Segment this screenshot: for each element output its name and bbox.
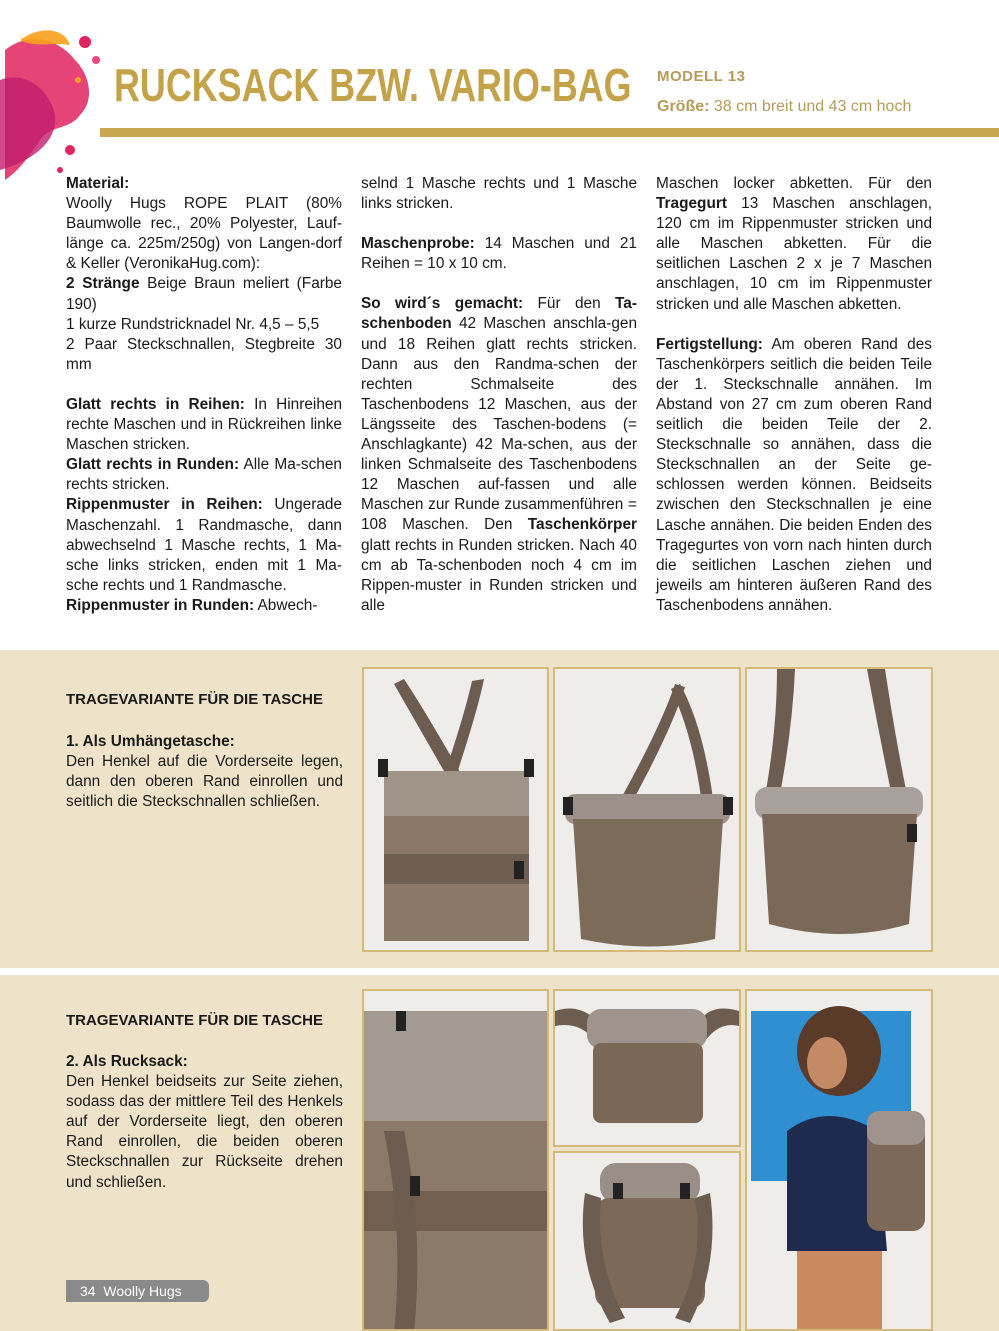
straenge-label: 2 Stränge	[66, 275, 140, 293]
page-title: RUCKSACK BZW. VARIO-BAG	[114, 59, 632, 111]
glatt-reihen-label: Glatt rechts in Reihen:	[66, 395, 245, 413]
variant-2-description: Den Henkel beidseits zur Seite ziehen, sodass das der mittlere Teil des Henkels auf der Vorderseite liegt, den oberen Rand einrollen, die beiden oberen Steckschnallen zur Rückseite drehen und schließen.	[66, 1073, 343, 1191]
so-text-3: glatt rechts in Runden stricken. Nach 40 cm ab Ta-schenboden noch 4 cm im Rippen-muster in Runden stricken und alle	[361, 536, 637, 614]
rippe-reihen-text: Ungerade Maschenzahl. 1 Randmasche, dann abwechselnd 1 Masche rechts, 1 Ma-sche links stricken, enden mit 1 Ma-sche rechts und 1 Randmasche.	[66, 496, 342, 594]
page-footer	[66, 1280, 209, 1302]
size-value: 38 cm breit und 43 cm hoch	[709, 98, 912, 115]
glatt-runden-text: Alle Ma-schen rechts stricken.	[66, 456, 342, 494]
photo-backpack-straps	[553, 1151, 741, 1331]
bag-shoulder-strap-illustration	[747, 669, 931, 950]
backpack-back-view-illustration	[555, 991, 739, 1145]
photo-backpack-back-view	[553, 989, 741, 1147]
variant-2-subheading: 2. Als Rucksack:	[66, 1053, 188, 1070]
text-column-3	[656, 174, 932, 616]
gurt-label: Tragegurt	[656, 195, 727, 213]
straenge-text: Beige Braun meliert (Farbe 190)	[66, 275, 342, 313]
photo-bag-front-flat	[362, 667, 549, 952]
rippe-runden-text: Abwech-	[254, 596, 318, 614]
photo-bag-backpack-flat	[362, 989, 549, 1331]
text-column-1	[66, 174, 342, 616]
col3-continuation: Maschen locker abketten. Für den	[656, 175, 932, 192]
bag-front-flat-illustration	[364, 669, 547, 950]
backpack-straps-illustration	[555, 1153, 739, 1331]
probe-label: Maschenprobe:	[361, 235, 475, 253]
variant-1-text-block	[66, 732, 343, 812]
bag-rolled-top-illustration	[555, 669, 739, 950]
fertig-label: Fertigstellung:	[656, 335, 763, 353]
bag-backpack-flat-illustration	[364, 991, 547, 1331]
so-label: So wird´s gemacht:	[361, 295, 524, 313]
variant-2-heading: TRAGEVARIANTE FÜR DIE TASCHE	[66, 1012, 323, 1029]
photo-bag-rolled-top	[553, 667, 741, 952]
text-column-2	[361, 174, 637, 616]
size-label: Größe:	[657, 98, 710, 115]
needle-text: 1 kurze Rundstricknadel Nr. 4,5 – 5,5	[66, 315, 320, 333]
material-label: Material:	[66, 175, 130, 192]
boden-label: Ta-schenboden	[361, 295, 637, 333]
gurt-text: 13 Maschen anschlagen, 120 cm im Rippenmuster stricken und alle Maschen abketten. Für die seitlichen Laschen 2 x je 7 Maschen anschlagen, 10 cm im Rippenmuster stricken und alle Maschen abketten.	[656, 195, 932, 313]
model-number: MODELL 13	[657, 68, 746, 85]
paint-splash-decoration	[0, 20, 110, 200]
koerper-label: Taschenkörper	[527, 516, 637, 534]
so-text-1: Für den	[523, 295, 616, 313]
variant-1-subheading: 1. Als Umhängetasche:	[66, 733, 235, 750]
variant-1-description: Den Henkel auf die Vorderseite legen, dann den oberen Rand einrollen und seitlich die Steckschnallen schließen.	[66, 753, 343, 811]
material-text: Woolly Hugs ROPE PLAIT (80% Baumwolle rec., 20% Polyester, Lauf-länge ca. 225m/250g) von Langen-dorf & Keller (VeronikaHug.com):	[66, 195, 342, 273]
footer-brand: Woolly Hugs	[103, 1283, 182, 1299]
rippe-runden-label: Rippenmuster in Runden:	[66, 596, 255, 614]
glatt-runden-label: Glatt rechts in Runden:	[66, 456, 240, 474]
buckles-text: 2 Paar Steckschnallen, Stegbreite 30 mm	[66, 335, 342, 373]
size-info	[657, 98, 911, 116]
probe-text: 14 Maschen und 21 Reihen = 10 x 10 cm.	[361, 235, 637, 273]
photo-model-wearing-backpack	[745, 989, 933, 1331]
variant-2-text-block	[66, 1052, 343, 1193]
so-text-2: 42 Maschen anschla-gen und 18 Reihen glatt rechts stricken. Dann aus den Randma-schen der rechten Schmalseite des Taschenbodens 12 Maschen, aus der Längsseite des Taschen-bodens (= Anschlagkante) 42 Ma-schen, aus der linken Schmalseite des Taschenbodens 12 Maschen auf-fassen und alle Maschen zur Runde zusammenführen = 108 Maschen. Den	[361, 315, 637, 534]
col2-continuation: selnd 1 Masche rechts und 1 Masche links stricken.	[361, 175, 637, 213]
band-separator	[0, 968, 999, 975]
glatt-reihen-text: In Hinreihen rechte Maschen und in Rückreihen linke Maschen stricken.	[66, 395, 342, 454]
photo-bag-shoulder-strap	[745, 667, 933, 952]
variant-1-heading: TRAGEVARIANTE FÜR DIE TASCHE	[66, 691, 323, 708]
model-wearing-backpack-illustration	[747, 991, 931, 1331]
fertig-text: Am oberen Rand des Taschenkörpers seitlich die beiden Teile der 1. Steckschnalle annähen. Im Abstand von 27 cm zum oberen Rand seitlich die beiden Teile der 2. Steckschnalle so annähen, dass die Steckschnallen an der Seite ge-schlossen werden können. Beidseits zwischen den Steckschnallen je eine Lasche annähen. Die beiden Enden des Tragegurtes von vorn nach hinten durch die seitlichen Laschen ziehen und jeweils am hinteren äußeren Rand des Taschenbodens annähen.	[656, 335, 932, 614]
header-rule	[100, 128, 999, 137]
rippe-reihen-label: Rippenmuster in Reihen:	[66, 496, 263, 514]
page-number: 34	[80, 1283, 96, 1299]
